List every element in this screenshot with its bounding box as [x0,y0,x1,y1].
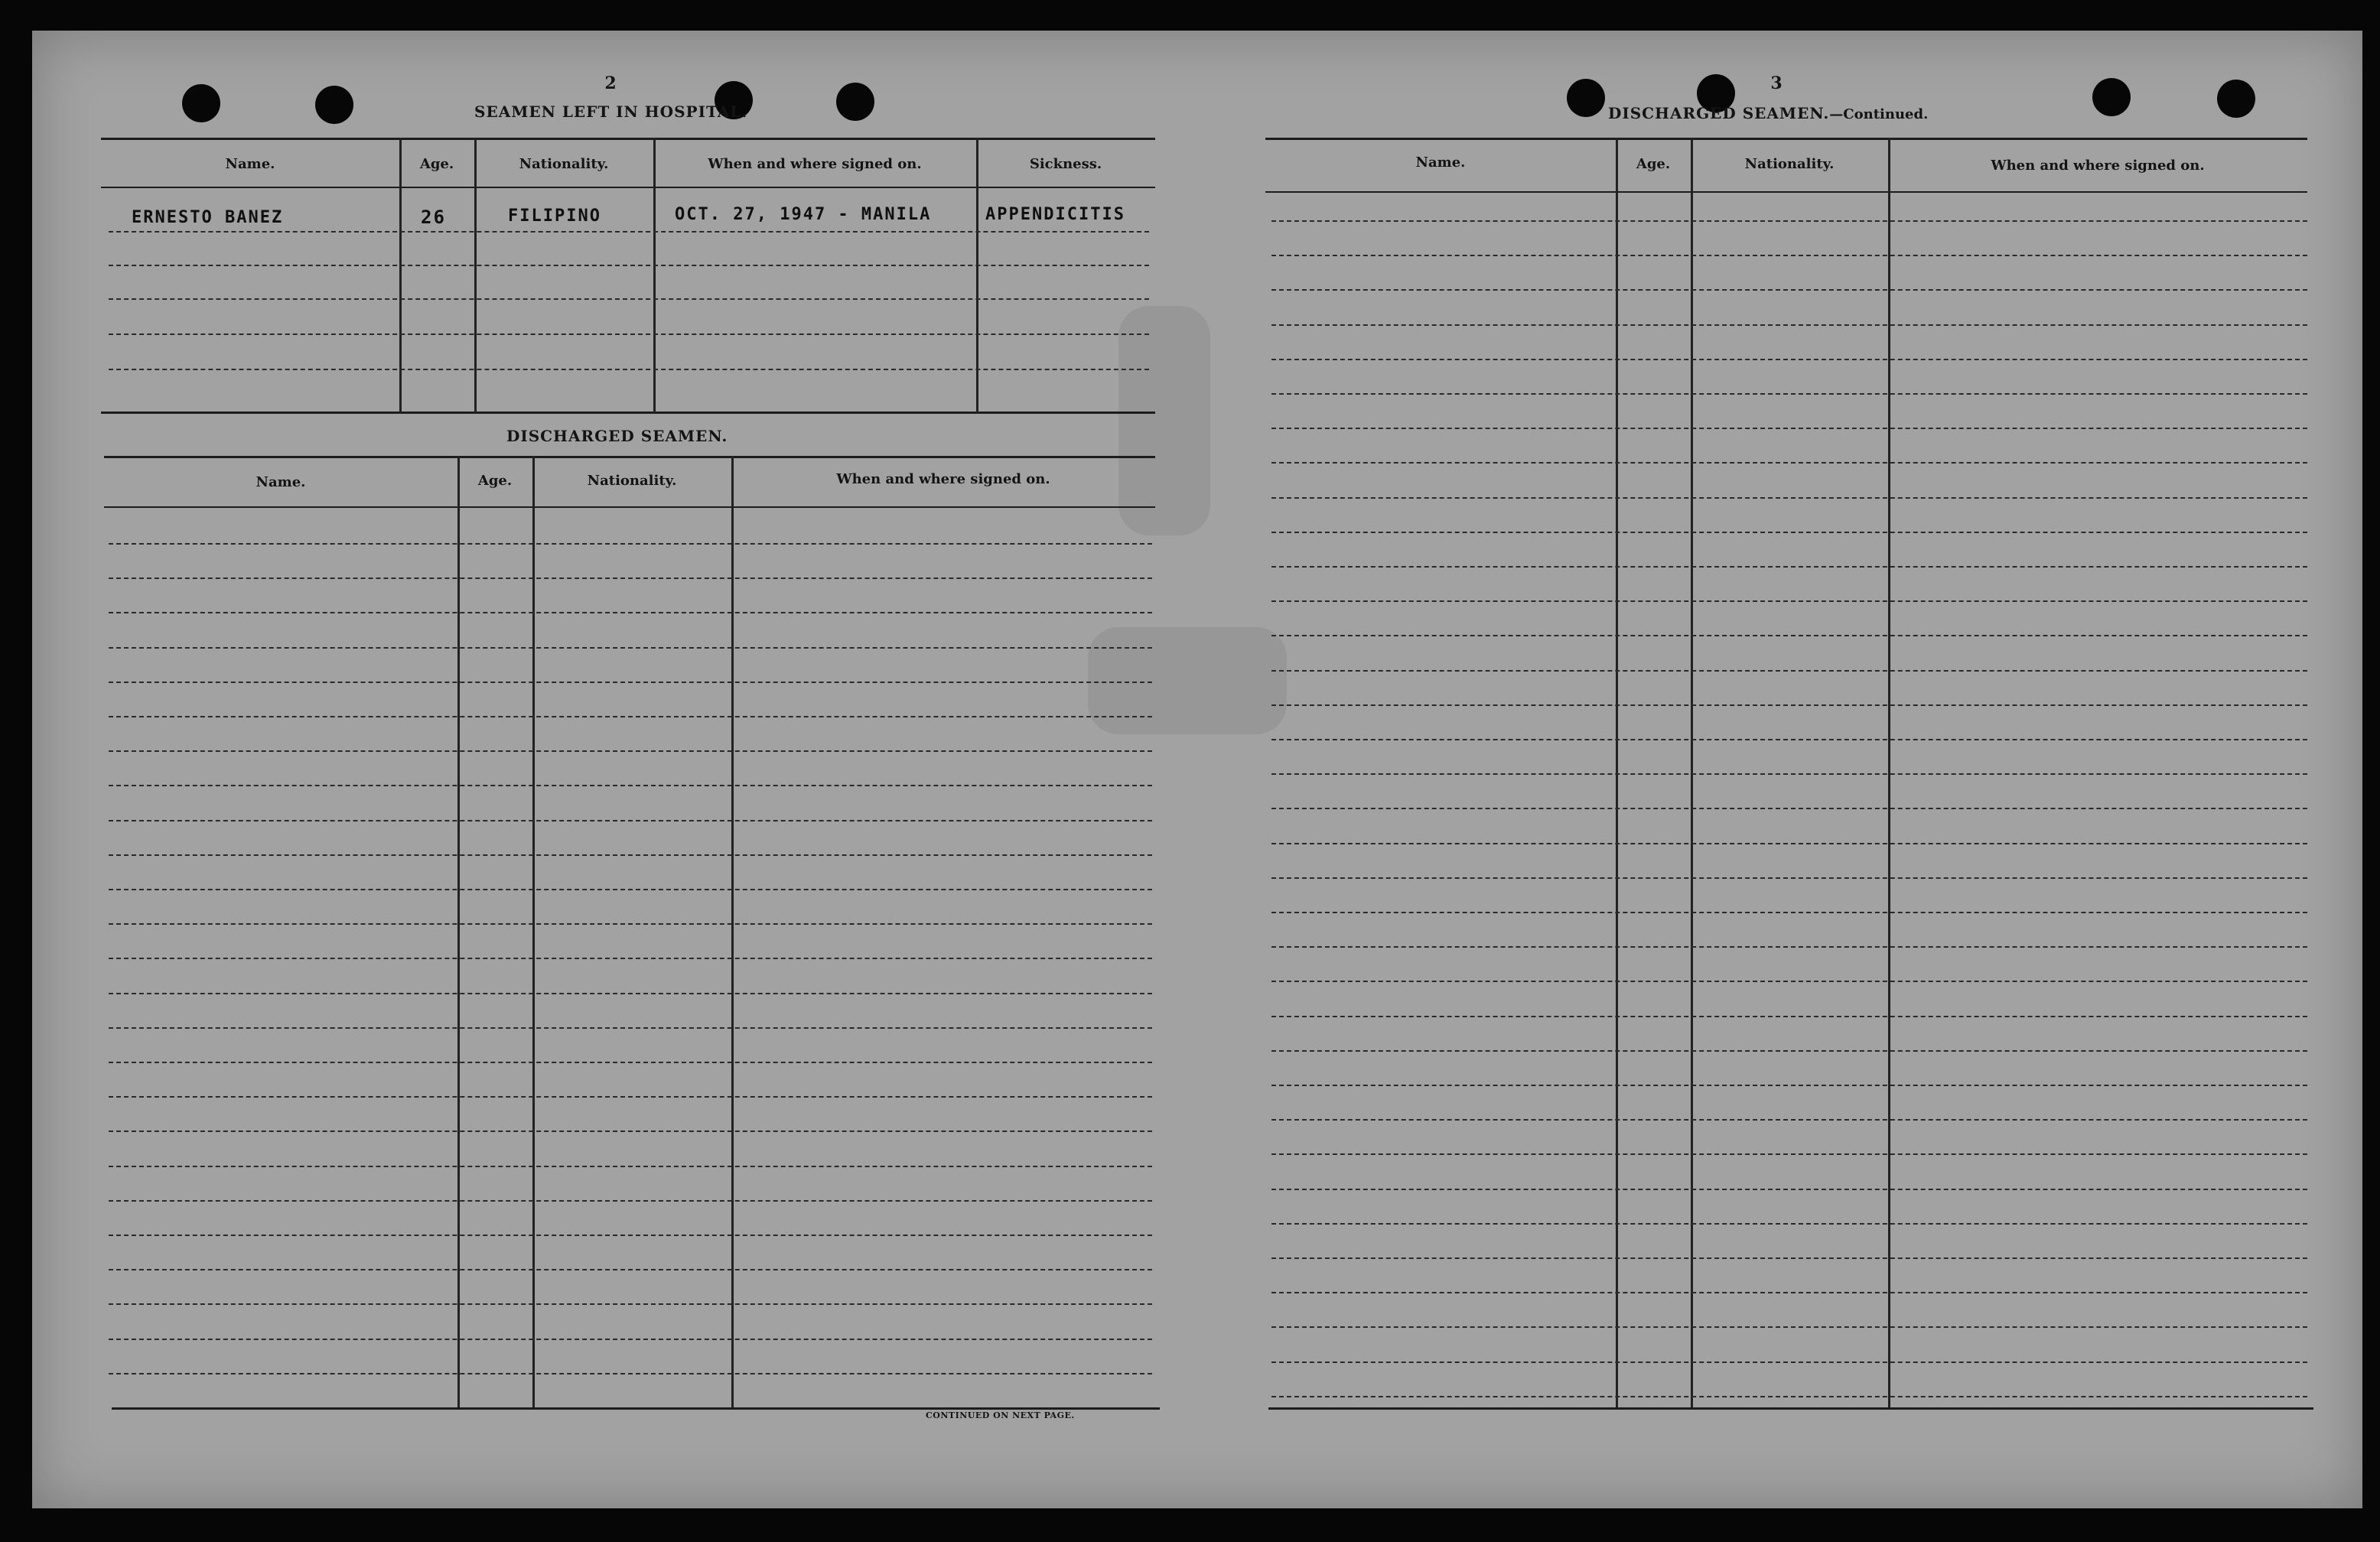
column-header-age: Age. [419,156,454,172]
header-bottom-rule [101,187,1155,188]
ruled-line [1271,877,2307,879]
ruled-line [1271,359,2307,360]
punch-hole [2217,80,2255,118]
ruled-line [109,298,1149,300]
bleed-through-mark [1118,306,1210,535]
ruled-line [109,1062,1152,1063]
header-bottom-rule [1265,191,2307,193]
discharged-section-title: DISCHARGED SEAMEN. [506,427,728,445]
column-divider [474,138,477,413]
ruled-line [109,543,1152,545]
column-divider [1888,138,1890,1407]
ruled-line [1271,1223,2307,1225]
ruled-line [109,1130,1152,1132]
header-bottom-rule [104,506,1155,508]
ruled-line [109,820,1152,821]
table-bottom-rule [101,412,1155,414]
column-header-signed-on: When and where signed on. [1991,158,2205,174]
ruled-line [109,612,1152,613]
ruled-line [1271,739,2307,740]
hospital-entry-signed-on: OCT. 27, 1947 - MANILA [675,205,932,224]
ruled-line [1271,428,2307,429]
ruled-line [1271,843,2307,844]
page-number: 3 [1770,73,1783,93]
ruled-line [1271,670,2307,672]
ruled-line [109,923,1152,925]
table-bottom-rule [112,1407,1160,1410]
ruled-line [109,785,1152,786]
column-header-signed-on: When and where signed on. [708,156,922,172]
column-header-name: Name. [256,474,306,490]
ruled-line [109,1269,1152,1270]
ruled-line [1271,1016,2307,1017]
ruled-line [109,1096,1152,1098]
column-divider [399,138,402,413]
column-divider [1691,138,1693,1407]
table-top-rule [104,456,1155,458]
ruled-line [109,1339,1152,1340]
continued-footer: CONTINUED ON NEXT PAGE. [926,1410,1075,1420]
ruled-line [1271,912,2307,913]
table-top-rule [101,138,1155,140]
ruled-line [109,682,1152,683]
ruled-line [109,1200,1152,1202]
ruled-line [109,333,1149,335]
ruled-line [109,889,1152,890]
column-header-nationality: Nationality. [587,473,677,489]
ruled-line [1271,1326,2307,1328]
ruled-line [1271,1153,2307,1155]
ruled-line [1271,773,2307,775]
column-header-name: Name. [1415,155,1466,171]
column-header-name: Name. [225,156,275,172]
punch-hole [1567,79,1605,117]
right-section-title-suffix: —Continued. [1829,106,1929,122]
ruled-line [1271,1257,2307,1259]
ruled-line [1271,808,2307,809]
ruled-line [109,647,1152,649]
table-bottom-rule [1268,1407,2313,1410]
ruled-line [1271,220,2307,222]
ruled-line [109,1373,1152,1374]
ruled-line [1271,946,2307,948]
ruled-line [109,231,1149,233]
hospital-entry-nationality: FILIPINO [508,207,601,226]
ruled-line [1271,566,2307,568]
ruled-line [109,1303,1152,1305]
ruled-line [1271,1085,2307,1086]
ruled-line [109,369,1149,370]
ruled-line [1271,289,2307,291]
ruled-line [1271,1396,2307,1397]
column-header-nationality: Nationality. [1744,156,1835,172]
ruled-line [109,1166,1152,1167]
ruled-line [1271,1050,2307,1052]
ruled-line [109,854,1152,856]
ruled-line [1271,981,2307,982]
ruled-line [1271,393,2307,395]
ruled-line [1271,532,2307,533]
ruled-line [1271,1361,2307,1363]
ruled-line [109,958,1152,959]
ruled-line [1271,635,2307,636]
ruled-line [1271,497,2307,499]
punch-hole [315,86,353,124]
ruled-line [109,1235,1152,1236]
column-divider [731,456,734,1407]
ruled-line [1271,324,2307,326]
ruled-line [1271,704,2307,706]
ruled-line [1271,1119,2307,1121]
hospital-section-title: SEAMEN LEFT IN HOSPITAL. [474,102,748,121]
right-section-title-text: DISCHARGED SEAMEN. [1608,104,1830,122]
ruled-line [1271,1189,2307,1190]
document-sheet [32,31,2362,1508]
ruled-line [1271,255,2307,256]
column-divider [532,456,535,1407]
punch-hole [182,84,220,122]
ruled-line [1271,600,2307,602]
ruled-line [109,577,1152,579]
ruled-line [109,716,1152,717]
punch-hole [2092,78,2131,116]
column-divider [653,138,656,413]
ruled-line [109,993,1152,994]
bleed-through-mark [1088,627,1287,734]
punch-hole [836,83,874,121]
hospital-entry-sickness: APPENDICITIS [985,205,1125,224]
right-section-title [1608,104,1928,122]
ruled-line [1271,462,2307,464]
column-header-age: Age. [477,473,513,489]
column-divider [1616,138,1618,1407]
ruled-line [109,750,1152,752]
ruled-line [1271,1292,2307,1293]
table-top-rule [1265,138,2307,140]
ruled-line [109,1027,1152,1029]
hospital-entry-age: 26 [421,207,446,228]
column-header-age: Age. [1636,156,1671,172]
hospital-entry-name: ERNESTO BANEZ [132,208,284,227]
column-divider [457,456,460,1407]
ruled-line [109,265,1149,266]
column-divider [976,138,978,413]
page-number: 2 [604,73,617,93]
column-header-signed-on: When and where signed on. [836,471,1050,487]
column-header-sickness: Sickness. [1029,156,1102,172]
column-header-nationality: Nationality. [519,156,609,172]
